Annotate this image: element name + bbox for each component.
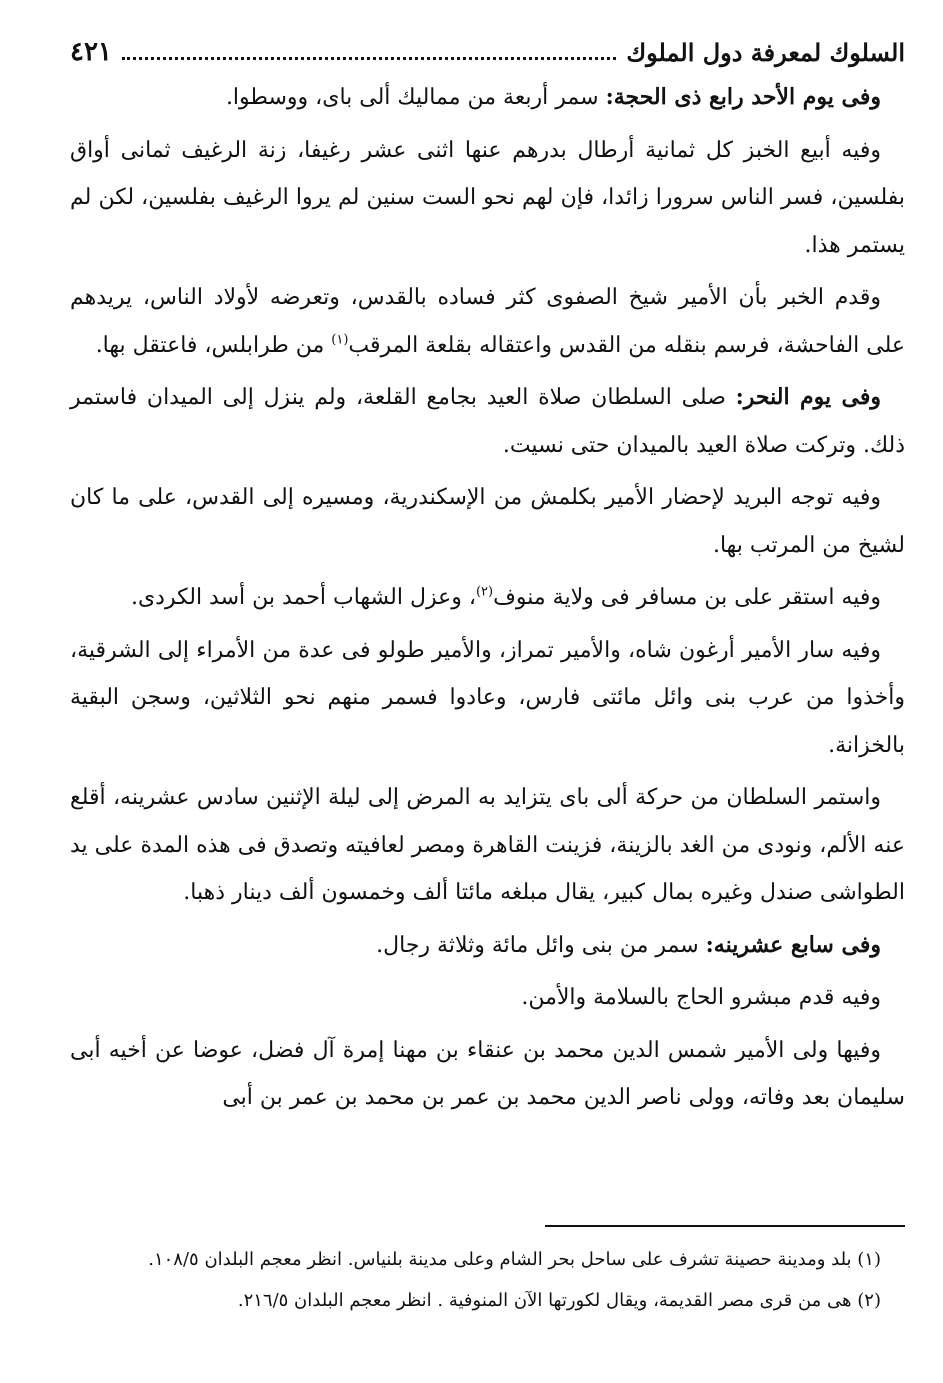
paragraph xyxy=(70,474,905,569)
paragraph xyxy=(70,274,905,369)
paragraph-text-cont: من طرابلس، فاعتقل بها. xyxy=(95,332,332,358)
footnote: (٢) هى من قرى مصر القديمة، ويقال لكورتها الآن المنوفية . انظر معجم البلدان ٢١٦/٥. xyxy=(237,1290,881,1311)
paragraph xyxy=(70,1027,905,1122)
paragraph-text: وفيه استقر على بن مسافر فى ولاية منوف xyxy=(493,585,881,610)
paragraph-text: وفيها ولى الأمير شمس الدين محمد بن عنقاء بن مهنا إمرة آل فضل، عوضا عن أخيه أبى سليمان بعد وفاته، وولى ناصر الدين محمد بن عمر بن محمد بن عمر بن أبى xyxy=(70,1037,905,1110)
footnote-divider xyxy=(545,1225,905,1227)
paragraph-text: وقدم الخبر بأن الأمير شيخ الصفوى كثر فساده بالقدس، وتعرضه لأولاد الناس، يريدهم على الفاحشة، فرسم بنقله من القدس واعتقاله بقلعة المرقب xyxy=(70,285,905,358)
main-text xyxy=(70,74,905,1127)
header-leader-dots xyxy=(122,45,616,60)
book-page xyxy=(70,28,905,1348)
paragraph-text: سمر من بنى وائل مائة وثلاثة رجال. xyxy=(376,932,706,958)
paragraph xyxy=(70,627,905,770)
paragraph-lead: وفى سابع عشرينه: xyxy=(705,931,881,958)
paragraph-text: وفيه قدم مبشرو الحاج بالسلامة والأمن. xyxy=(521,985,881,1010)
paragraph-lead: وفى يوم الأحد رابع ذى الحجة: xyxy=(605,84,881,110)
paragraph-text: سمر أربعة من مماليك ألى باى، ووسطوا. xyxy=(225,85,606,110)
paragraph-text-cont: ، وعزل الشهاب أحمد بن أسد الكردى. xyxy=(130,585,476,610)
book-title: السلوك لمعرفة دول الملوك xyxy=(626,37,905,67)
running-header xyxy=(70,32,905,72)
paragraph xyxy=(70,127,905,270)
footnote: (١) بلد ومدينة حصينة تشرف على ساحل بحر الشام وعلى مدينة بلنياس. انظر معجم البلدان ١٠٨/٥. xyxy=(148,1249,881,1270)
paragraph-text: وفيه أبيع الخبز كل ثمانية أرطال بدرهم عنها اثنى عشر رغيفا، زنة الرغيف ثمانى أواق بفلسين، فسر الناس سرورا زائدا، فإن لهم نحو الست سنين لم يروا الرغيف بفلسين، لكن لم يستمر هذا. xyxy=(70,137,905,258)
footnotes xyxy=(70,1240,905,1322)
paragraph xyxy=(70,922,905,970)
paragraph xyxy=(70,574,905,622)
paragraph xyxy=(70,374,905,469)
footnote-ref: (١) xyxy=(331,332,349,348)
paragraph-text: وفيه توجه البريد لإحضار الأمير بكلمش من الإسكندرية، ومسيره إلى القدس، على ما كان لشيخ من المرتب بها. xyxy=(70,485,905,558)
paragraph-text: وفيه سار الأمير أرغون شاه، والأمير تمراز، والأمير طولو فى عدة من الأمراء إلى الشرقية، وأخذوا من عرب بنى وائل مائتى فارس، وعادوا فسمر منهم نحو الثلاثين، وسجن البقية بالخزانة. xyxy=(70,637,905,758)
paragraph-lead: وفى يوم النحر: xyxy=(735,384,881,410)
paragraph xyxy=(70,74,905,122)
paragraph-text: صلى السلطان صلاة العيد بجامع القلعة، ولم ينزل إلى الميدان فاستمر ذلك. وتركت صلاة العيد بالميدان حتى نسيت. xyxy=(70,385,905,458)
page-number: ٤٢١ xyxy=(70,37,112,67)
paragraph xyxy=(70,974,905,1022)
footnote-ref: (٢) xyxy=(475,584,494,600)
paragraph xyxy=(70,774,905,917)
paragraph-text: واستمر السلطان من حركة ألى باى يتزايد به المرض إلى ليلة الإثنين سادس عشرينه، أقلع عنه الألم، ونودى من الغد بالزينة، فزينت القاهرة ومصر لعافيته وتصدق فى هذه المدة على يد الطواشى صندل وغيره بمال كبير، يقال مبلغه مائتا ألف وخمسون ألف دينار ذهبا. xyxy=(70,785,905,905)
